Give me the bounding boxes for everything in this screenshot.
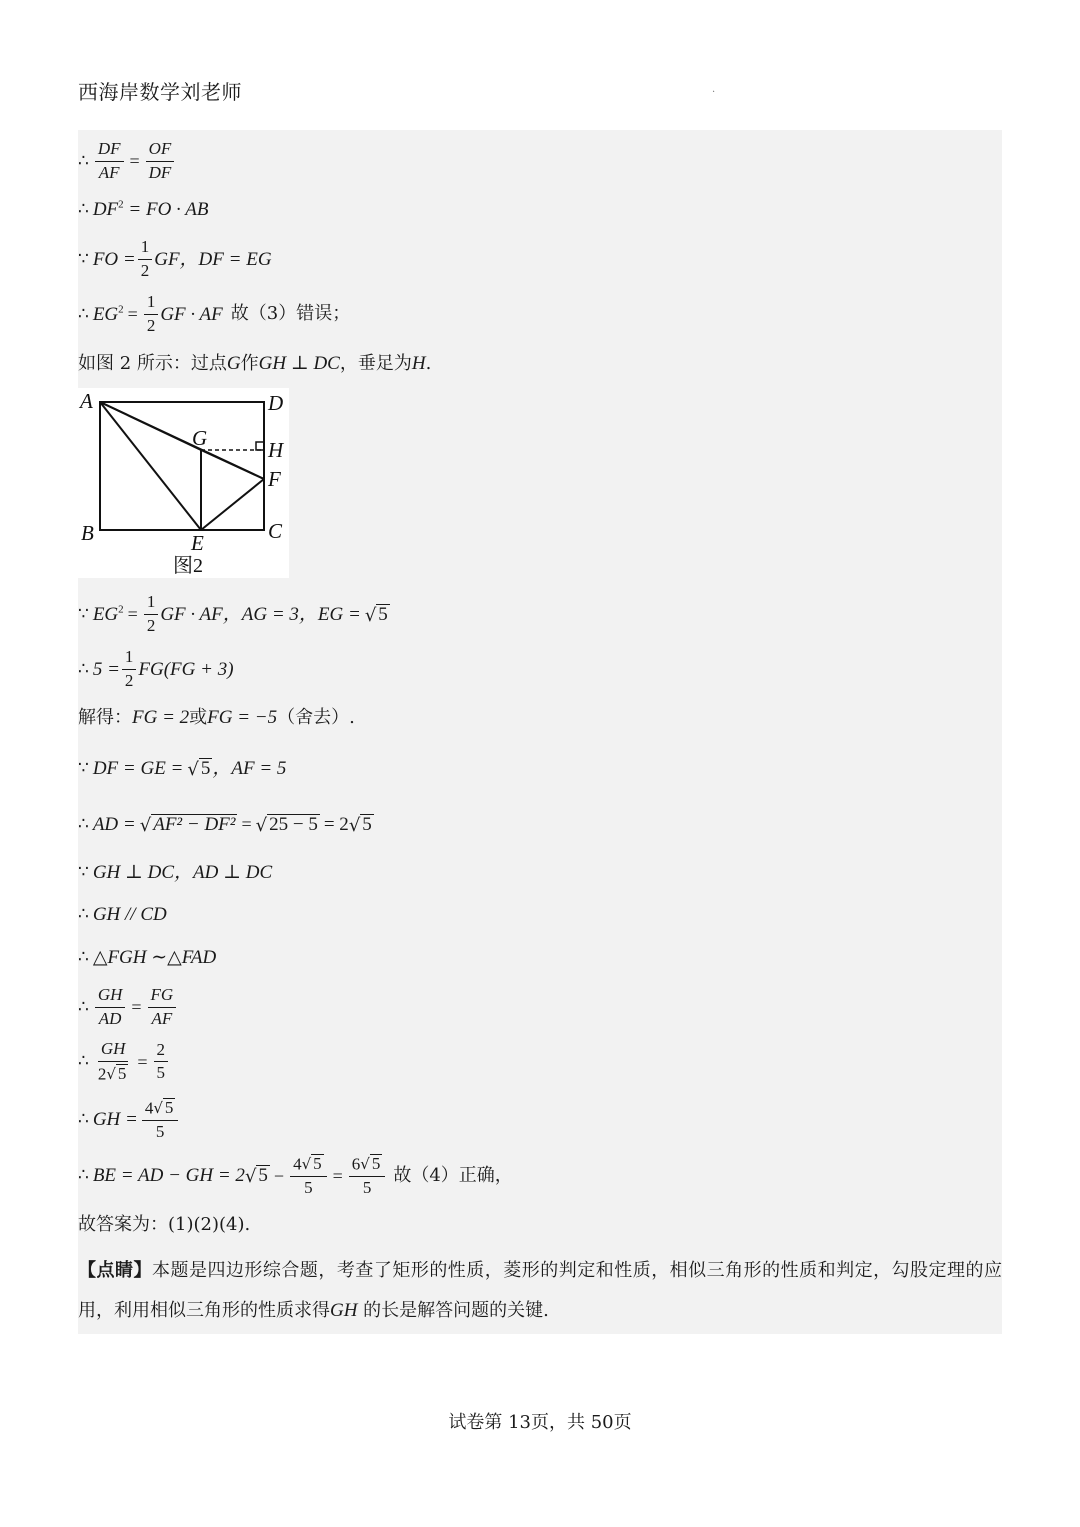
- radical: √ 5: [106, 1063, 127, 1084]
- step-4: ∴ $EG^2$ = $\frac{1}{2}$ GF · AF 故（3）错误；: [78, 292, 351, 335]
- figure-caption: 图2: [173, 555, 203, 577]
- fraction: GH 2 √ 5: [97, 1039, 127, 1084]
- fraction: $\frac{FG}{AF}$: [148, 986, 177, 1028]
- therefore-symbol: ∴: [78, 1165, 89, 1186]
- step-2: ∴ $DF^2$ = FO · AB: [78, 198, 209, 220]
- label-d: D: [268, 391, 284, 415]
- therefore-symbol: ∴: [78, 1051, 89, 1072]
- solution-box: [78, 130, 1002, 1334]
- fraction: $\frac{OF}{DF}$: [146, 140, 175, 182]
- therefore-symbol: ∴: [78, 996, 89, 1017]
- radical: √ 5: [348, 814, 372, 836]
- page-header: 西海岸数学刘老师: [78, 80, 242, 104]
- because-symbol: ∵: [78, 862, 89, 882]
- step-3: ∵ FO = $\frac{1}{2}$ GF，DF = EG: [78, 237, 272, 280]
- because-symbol: ∵: [78, 248, 89, 269]
- because-symbol: ∵: [78, 603, 89, 624]
- therefore-symbol: ∴: [78, 150, 89, 171]
- remark-tag: 【点睛】: [78, 1260, 152, 1281]
- fraction: 6 √ 5 5: [349, 1154, 386, 1198]
- step-17: ∴ BE = AD − GH = 2 √ 5 − 4 √ 5 5 = 6 √ 5 5 故（4）正确，: [78, 1154, 513, 1198]
- radical: √ 5: [187, 758, 211, 780]
- step-8: 解得： FG = 2 或 FG = −5 （舍去）.: [78, 706, 355, 728]
- label-f: F: [268, 467, 281, 491]
- radical: √ 5: [360, 1154, 381, 1174]
- fraction: 4 √ 5 5: [290, 1154, 327, 1198]
- radical: √ 5: [153, 1098, 174, 1118]
- label-a: A: [80, 389, 93, 413]
- fraction: 4 √ 5 5: [142, 1098, 179, 1142]
- geometry-figure: [78, 388, 289, 578]
- step-10: ∴ AD = √ AF² − DF² = √ 25 − 5 = 2 √ 5: [78, 813, 372, 836]
- fraction: $\frac{1}{2}$: [144, 593, 159, 635]
- fraction: $\frac{DF}{AF}$: [95, 140, 124, 182]
- page-footer: 试卷第 13页，共 50页: [448, 1412, 632, 1433]
- label-h: H: [268, 438, 284, 462]
- step-1: ∴ $\frac{DF}{AF}$ = $\frac{OF}{DF}$: [78, 140, 176, 182]
- therefore-symbol: ∴: [78, 1109, 89, 1130]
- radical: √ AF² − DF²: [139, 814, 236, 836]
- step-9: ∵ DF = GE = √ 5 ，AF = 5: [78, 757, 287, 780]
- step-6: ∵ $EG^2$ = $\frac{1}{2}$ GF · AF，AG = 3，EG = √ 5: [78, 592, 388, 635]
- step-5: 如图 2 所示：过点 G 作 GH ⊥ DC ，垂足为 H .: [78, 352, 432, 374]
- fraction: $\frac{GH}{AD}$: [95, 986, 126, 1028]
- therefore-symbol: ∴: [78, 303, 89, 324]
- step-7: ∴ 5 = $\frac{1}{2}$ FG(FG + 3): [78, 647, 234, 690]
- step-11: ∵ GH ⊥ DC，AD ⊥ DC: [78, 862, 273, 883]
- therefore-symbol: ∴: [78, 199, 89, 219]
- fraction: $\frac{1}{2}$: [144, 293, 159, 335]
- step-13: ∴ △FGH ∼△FAD: [78, 947, 217, 968]
- radical: √ 5: [301, 1154, 322, 1174]
- rectangle-diagram: [78, 388, 289, 578]
- step-15: ∴ GH 2 √ 5 = $\frac{2}{5}$: [78, 1040, 170, 1084]
- therefore-symbol: ∴: [78, 947, 89, 967]
- fraction: $\frac{2}{5}$: [154, 1041, 169, 1083]
- label-c: C: [268, 519, 283, 543]
- therefore-symbol: ∴: [78, 904, 89, 924]
- label-b: B: [81, 521, 94, 545]
- fraction: $\frac{1}{2}$: [138, 238, 153, 280]
- step-18: 故答案为：(1)(2)(4).: [78, 1214, 251, 1235]
- remark-paragraph: 【点睛】本题是四边形综合题，考查了矩形的性质，菱形的判定和性质，相似三角形的性质和判定，勾股定理的应用，利用相似三角形的性质求得GH 的长是解答问题的关键.: [78, 1260, 1003, 1321]
- label-e: E: [191, 531, 204, 555]
- step-14: ∴ $\frac{GH}{AD}$ = $\frac{FG}{AF}$: [78, 986, 178, 1028]
- because-symbol: ∵: [78, 757, 89, 778]
- radical: √ 5: [364, 603, 388, 626]
- header-dot: .: [712, 84, 716, 95]
- step-16: ∴ GH = 4 √ 5 5: [78, 1098, 180, 1142]
- radical: √ 5: [244, 1165, 268, 1188]
- label-g: G: [192, 426, 208, 450]
- therefore-symbol: ∴: [78, 813, 89, 834]
- fraction: $\frac{1}{2}$: [122, 648, 137, 690]
- radical: √ 25 − 5: [255, 814, 318, 836]
- therefore-symbol: ∴: [78, 658, 89, 679]
- step-12: ∴ GH // CD: [78, 904, 167, 925]
